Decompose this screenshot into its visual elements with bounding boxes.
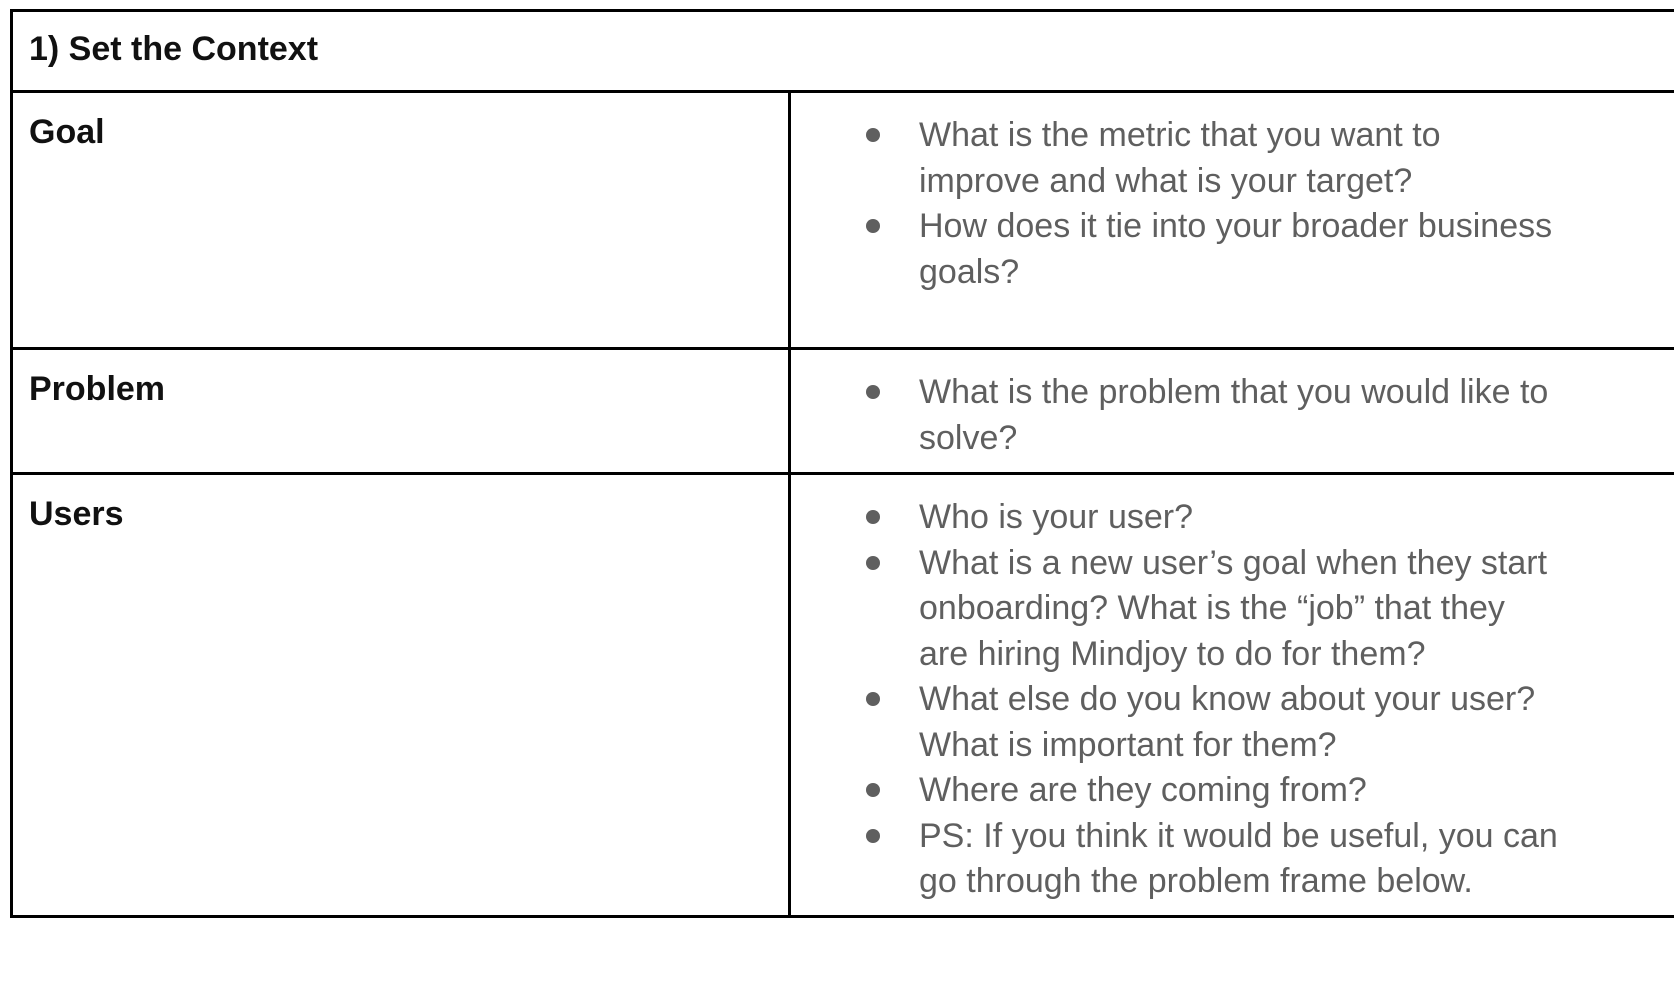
list-item: What is the metric that you want to improve and what is your target?: [791, 113, 1561, 204]
table-row-users: [13, 475, 1674, 918]
bullet-icon: [866, 556, 880, 570]
row-content-problem: [791, 350, 1674, 472]
section-title: 1) Set the Context: [29, 30, 319, 68]
bullet-list-users: [791, 495, 1674, 905]
bullet-list-goal: [791, 113, 1674, 295]
bullet-icon: [866, 219, 880, 233]
bullet-list-problem: [791, 370, 1674, 461]
bullet-icon: [866, 128, 880, 142]
context-table: [10, 9, 1674, 918]
table-row-goal: [13, 93, 1674, 350]
list-item: Where are they coming from?: [791, 768, 1561, 814]
row-label-problem: Problem: [13, 350, 791, 472]
list-item: PS: If you think it would be useful, you can go through the problem frame below.: [791, 814, 1561, 905]
row-label-goal: Goal: [13, 93, 791, 347]
bullet-icon: [866, 829, 880, 843]
bullet-icon: [866, 510, 880, 524]
list-item: Who is your user?: [791, 495, 1561, 541]
bullet-icon: [866, 783, 880, 797]
list-item: What is the problem that you would like to solve?: [791, 370, 1561, 461]
table-header-row: [13, 12, 1674, 93]
row-content-goal: [791, 93, 1674, 347]
bullet-icon: [866, 385, 880, 399]
list-item: What else do you know about your user? What is important for them?: [791, 677, 1561, 768]
bullet-icon: [866, 692, 880, 706]
list-item: How does it tie into your broader business goals?: [791, 204, 1561, 295]
table-row-problem: [13, 350, 1674, 475]
row-content-users: [791, 475, 1674, 915]
row-label-users: Users: [13, 475, 791, 915]
list-item: What is a new user’s goal when they start onboarding? What is the “job” that they are hiring Mindjoy to do for them?: [791, 541, 1561, 678]
